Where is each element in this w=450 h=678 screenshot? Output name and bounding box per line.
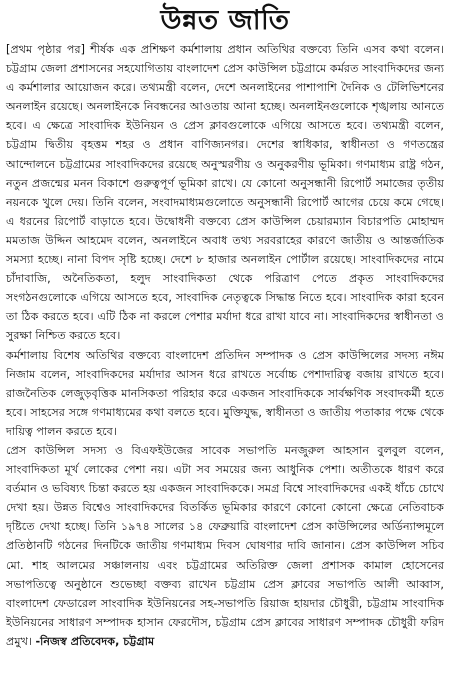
article-body [6,40,444,651]
paragraph-text: শীর্ষক এক প্রশিক্ষণ কর্মশালায় প্রধান অতিথির বক্তব্যে তিনি এসব কথা বলেন। চট্টগ্রাম জেলা প্রশাসনের সহযোগিতায় বাংলাদেশ প্রেস কাউন্সিল চট্টগ্রামে কর্মরত সাংবাদিকদের জন্য এ কর্মশালার আয়োজন করে। তথ্যমন্ত্রী বলেন, দেশে অনলাইনের পাশাপাশি দৈনিক ও টেলিভিশনের অনলাইন রয়েছে। অনলাইনকে নিবন্ধনের আওতায় আনা হচ্ছে। অনলাইনগুলোকে শৃঙ্খলায় আনতে হবে। এ ক্ষেত্রে সাংবাদিক ইউনিয়ন ও প্রেস ক্লাবগুলোকে এগিয়ে আসতে হবে। তথ্যমন্ত্রী বলেন, চট্টগ্রাম দ্বিতীয় বৃহত্তম শহর ও প্রধান বাণিজ্যনগর। দেশের স্বাধিকার, স্বাধীনতা ও গণতন্ত্রের আন্দোলনে চট্টগ্রামের সাংবাদিকদের রয়েছে অনুস্মরণীয় ও অনুকরণীয় ভূমিকা। গণমাধ্যম রাষ্ট্র গঠন, নতুন প্রজন্মের মনন বিকাশে গুরুত্বপূর্ণ ভূমিকা রাখে। যে কোনো অনুসন্ধানী রিপোর্ট সমাজের তৃতীয় নয়নকে খুলে দেয়। তিনি বলেন, সংবাদমাধ্যমগুলোতে অনুসন্ধানী রিপোর্ট আগের চেয়ে কমে গেছে। এ ধরনের রিপোর্ট বাড়াতে হবে। উদ্বোধনী বক্তব্যে প্রেস কাউন্সিল চেয়ারম্যান বিচারপতি মোহাম্মদ মমতাজ উদ্দিন আহমেদ বলেন, অনলাইনে অবাধ তথ্য সরবরাহের কারণে জাতীয় ও আন্তর্জাতিক সমস্যা হচ্ছে। নানা বিপদ সৃষ্টি হচ্ছে। দেশে ৮ হাজার অনলাইন পোর্টাল রয়েছে। সাংবাদিকদের নামে চাঁদাবাজি, অনৈতিকতা, হলুদ সাংবাদিকতা থেকে পরিত্রাণ পেতে প্রকৃত সাংবাদিকদের সংগঠনগুলোকে এগিয়ে আসতে হবে, সাংবাদিক নেতৃত্বকে সিদ্ধান্ত নিতে হবে। সাংবাদিক কারা হবেন তা ঠিক করতে হবে। এটি ঠিক না করলে পেশার মর্যাদা ধরে রাখা যাবে না। সাংবাদিকদের স্বাধীনতা ও সুরক্ষা নিশ্চিত করতে হবে। [6,43,444,343]
article-paragraph [6,346,444,441]
paragraph-text: প্রেস কাউন্সিল সদস্য ও বিএফইউজের সাবেক সভাপতি মনজুরুল আহসান বুলবুল বলেন, সাংবাদিকতা মূর্খ লোকের পেশা নয়। এটা সব সময়ের জন্য আধুনিক পেশা। অতীতকে ধারণ করে বর্তমান ও ভবিষ্যৎ চিন্তা করতে হয় একজন সাংবাদিককে। সমগ্র বিশ্বে সাংবাদিকদের একই ধাঁচে চোখে দেখা হয়। উন্নত বিশ্বেও সাংবাদিকদের বিতর্কিত ভূমিকার কারণে কোনো কোনো ক্ষেত্রে নেতিবাচক দৃষ্টিতে দেখা হচ্ছে। তিনি ১৯৭৪ সালের ১৪ ফেব্রুয়ারি বাংলাদেশ প্রেস কাউন্সিলের অর্ডিন্যান্সমূলে প্রতিষ্ঠানটি গঠনের দিনটিকে জাতীয় গণমাধ্যম দিবস ঘোষণার দাবি জানান। প্রেস কাউন্সিল সচিব মো. শাহ আলমের সঞ্চালনায় এবং চট্টগ্রামের অতিরিক্ত জেলা প্রশাসক কামাল হোসেনের সভাপতিত্বে অনুষ্ঠানে শুভেচ্ছা বক্তব্য রাখেন চট্টগ্রাম প্রেস ক্লাবের সভাপতি আলী আব্বাস, বাংলাদেশ ফেডারেল সাংবাদিক ইউনিয়নের সহ-সভাপতি রিয়াজ হায়দার চৌধুরী, চট্টগ্রাম সাংবাদিক ইউনিয়নের সাধারণ সম্পাদক হাসান ফেরদৌস, চট্টগ্রাম প্রেস ক্লাবের সাধারণ সম্পাদক চৌধুরী ফরিদ প্রমুখ। [6,443,444,648]
article-byline: -নিজস্ব প্রতিবেদক, চট্টগ্রাম [35,634,155,648]
continuation-marker: [প্রথম পৃষ্ঠার পর] [6,43,86,56]
article-paragraph [6,40,444,346]
article-paragraph [6,441,444,651]
article-headline: উন্নত জাতি [160,5,290,36]
paragraph-text: কর্মশালায় বিশেষ অতিথির বক্তব্যে বাংলাদেশ প্রতিদিন সম্পাদক ও প্রেস কাউন্সিলের সদস্য নঈম নিজাম বলেন, সাংবাদিকদের মর্যাদার আসন ধরে রাখতে সর্বোচ্চ পেশাদারিত্ব বজায় রাখতে হবে। রাজনৈতিক লেজুড়বৃত্তিক মানসিকতা পরিহার করে একজন সাংবাদিককে সার্বক্ষণিক সংবাদকর্মী হতে হবে। সাহসের সঙ্গে গণমাধ্যমের কথা বলতে হবে। মুক্তিযুদ্ধ, স্বাধীনতা ও জাতীয় পতাকার পক্ষে থেকে দায়িত্ব পালন করতে হবে। [6,348,444,438]
